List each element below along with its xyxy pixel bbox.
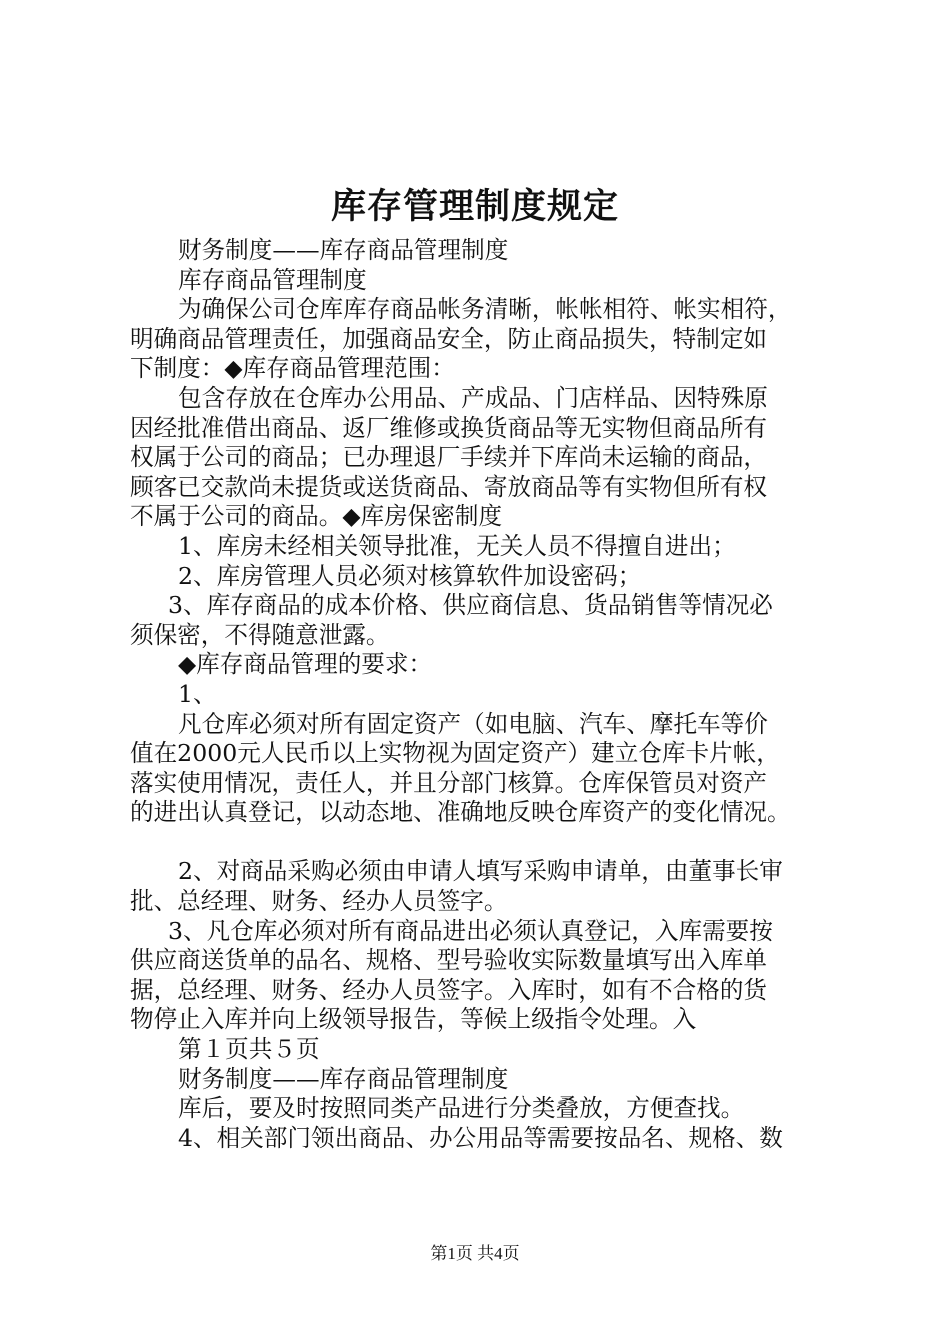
- paragraph-line: 值在2000元人民币以上实物视为固定资产）建立仓库卡片帐，: [130, 739, 780, 768]
- paragraph-line: 3、凡仓库必须对所有商品进出必须认真登记，入库需要按: [168, 916, 773, 945]
- paragraph-line: 财务制度——库存商品管理制度: [178, 236, 509, 264]
- paragraph-line: 为确保公司仓库库存商品帐务清晰，帐帐相符、帐实相符，: [178, 295, 792, 324]
- paragraph-line: 顾客已交款尚未提货或送货商品、寄放商品等有实物但所有权: [130, 472, 768, 501]
- paragraph-line: ◆库存商品管理的要求：: [178, 650, 433, 679]
- paragraph-line: 库存商品管理制度: [178, 265, 367, 294]
- paragraph-line: 库后，要及时按照同类产品进行分类叠放，方便查找。: [178, 1094, 745, 1123]
- paragraph-line: 权属于公司的商品；已办理退厂手续并下库尚未运输的商品，: [130, 443, 768, 472]
- paragraph-line: 3、库存商品的成本价格、供应商信息、货品销售等情况必: [168, 591, 773, 620]
- paragraph-line: 财务制度——库存商品管理制度: [178, 1064, 509, 1093]
- paragraph-line: 2、库房管理人员必须对核算软件加设密码；: [178, 561, 642, 590]
- paragraph-line: 1、: [178, 679, 217, 708]
- paragraph-line: 批、总经理、财务、经办人员签字。: [130, 887, 508, 916]
- page-footer: 第1页 共4页: [430, 1244, 520, 1263]
- paragraph-line: 1、库房未经相关领导批准，无关人员不得擅自进出；: [178, 531, 736, 560]
- paragraph-line: 落实使用情况，责任人，并且分部门核算。仓库保管员对资产: [130, 768, 768, 797]
- paragraph-line: 下制度：◆库存商品管理范围：: [130, 354, 455, 383]
- paragraph-line: 明确商品管理责任，加强商品安全，防止商品损失，特制定如: [130, 324, 768, 353]
- paragraph-line: 因经批准借出商品、返厂维修或换货商品等无实物但商品所有: [130, 413, 768, 442]
- paragraph-line: 2、对商品采购必须由申请人填写采购申请单，由董事长审: [178, 857, 783, 886]
- paragraph-line: 包含存放在仓库办公用品、产成品、门店样品、因特殊原: [178, 383, 768, 412]
- paragraph-line: 不属于公司的商品。◆库房保密制度: [130, 502, 503, 531]
- paragraph-gap: [130, 828, 844, 858]
- page-marker: 第１页共５页: [178, 1035, 320, 1064]
- paragraph-line: 4、相关部门领出商品、办公用品等需要按品名、规格、数: [178, 1123, 783, 1152]
- paragraph-line: 须保密，不得随意泄露。: [130, 620, 390, 649]
- paragraph-line: 的进出认真登记，以动态地、准确地反映仓库资产的变化情况。: [130, 798, 791, 827]
- paragraph-line: 凡仓库必须对所有固定资产（如电脑、汽车、摩托车等价: [178, 709, 768, 738]
- document-body: [130, 236, 844, 1153]
- paragraph-line: 物停止入库并向上级领导报告，等候上级指令处理。入: [130, 1005, 697, 1034]
- paragraph-line: 据，总经理、财务、经办人员签字。入库时，如有不合格的货: [130, 975, 768, 1004]
- paragraph-line: 供应商送货单的品名、规格、型号验收实际数量填写出入库单: [130, 946, 768, 975]
- document-title: 库存管理制度规定: [330, 186, 619, 227]
